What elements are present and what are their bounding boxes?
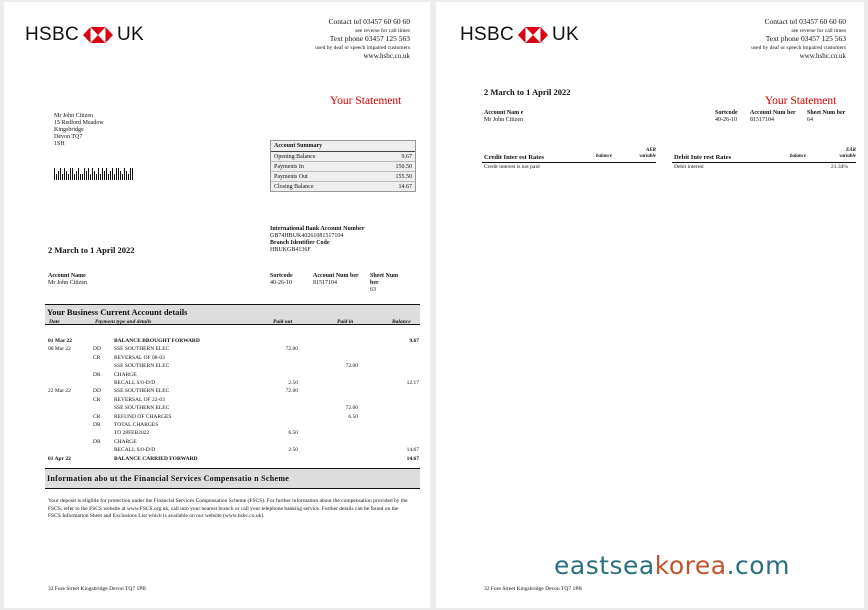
barcode-bar [104, 171, 105, 180]
credit-rates-row: Credit interest is not paid [484, 164, 540, 170]
transaction-list [48, 338, 419, 466]
debit-rates-title: Debit Inte rest Rates [674, 154, 732, 161]
tx-balance: 14.67 [406, 455, 419, 462]
ear-text: EAR [845, 148, 856, 153]
aer-variable-text: variable [639, 153, 656, 159]
sheet-number-block [807, 110, 845, 124]
sheet-number-label: Sheet Num [370, 273, 399, 279]
summary-row [271, 172, 415, 182]
address-line: Mr John Citizen [54, 113, 93, 119]
barcode-bar [130, 168, 131, 180]
barcode-bar [72, 168, 73, 180]
account-number-block [313, 273, 359, 287]
bic-value: HBUKGB4136F [270, 247, 311, 253]
account-number-value: 81517104 [313, 280, 337, 286]
tx-details: REVERSAL OF 22-03 [114, 396, 165, 403]
tx-date: 08 Mar 22 [48, 346, 71, 353]
col-paid-out: Paid out [273, 319, 293, 325]
barcode-bar [92, 168, 93, 180]
iban-value: GB74HBUK40261081517104 [270, 233, 344, 239]
contact-impaired: used by deaf or speech impaired customers [751, 44, 846, 51]
contact-textphone: Text phone 03457 125 563 [329, 34, 410, 43]
customer-address [54, 113, 104, 148]
sortcode-value: 40-26-10 [715, 117, 737, 123]
tx-date: 22 Mar 22 [48, 388, 71, 395]
statement-page-1 [4, 2, 430, 608]
sheet-number-label: Sheet Num ber [807, 110, 846, 116]
summary-value: 155.50 [395, 173, 412, 180]
barcode-bar [78, 168, 79, 180]
tx-paid-out: 2.50 [288, 380, 298, 386]
tx-details: BALANCE BROUGHT FORWARD [114, 338, 200, 344]
transaction-row [48, 447, 419, 455]
contact-textphone: Text phone 03457 125 563 [765, 34, 846, 43]
summary-label: Closing Balance [274, 183, 314, 190]
address-line: 15 Redford Meadow [54, 120, 104, 126]
contact-web: www.hsbc.co.uk [363, 52, 410, 60]
barcode-bar [70, 168, 71, 180]
col-date: Date [49, 319, 60, 325]
barcode-bar [82, 174, 83, 180]
statement-page-2 [436, 2, 864, 608]
business-account-title: Your Business Current Account details [47, 307, 188, 317]
bank-identifiers [270, 226, 365, 254]
account-number-block [750, 110, 796, 124]
tx-details: REFUND OF CHARGES [114, 413, 172, 420]
tx-details: BALANCE CARRIED FORWARD [114, 455, 198, 462]
brand-name: HSBC [460, 24, 514, 45]
transaction-row [48, 380, 419, 388]
col-balance: Balance [392, 319, 411, 325]
account-name-block [484, 110, 523, 124]
statement-period: 2 March to 1 April 2022 [484, 87, 571, 97]
barcode-bar [124, 168, 125, 180]
fscs-header [45, 468, 420, 489]
account-name-label: Account Nam e [484, 110, 524, 116]
contact-reverse: see reverse for call times [791, 27, 846, 34]
summary-label: Payments Out [274, 173, 308, 180]
tx-type: CR [93, 354, 101, 361]
watermark-part-3: .com [726, 551, 790, 580]
barcode-bar [116, 168, 117, 180]
tx-details: RECALL S/0-D/D [114, 447, 156, 454]
contact-reverse: see reverse for call times [355, 27, 410, 34]
brand-name: HSBC [25, 24, 79, 45]
tx-paid-out: 6.50 [288, 430, 298, 437]
barcode-bar [100, 174, 101, 180]
tx-balance: 9.67 [409, 338, 419, 344]
address-line: Kingsbridge [54, 127, 84, 133]
tx-paid-in: 6.50 [348, 413, 358, 420]
account-summary [270, 140, 416, 192]
tx-details: SSE SOUTHERN ELEC [114, 388, 170, 395]
account-name-value: Mr John Citizen [48, 280, 87, 286]
transaction-row [48, 388, 419, 396]
summary-row [271, 152, 415, 162]
sortcode-label: Sortcode [715, 110, 738, 116]
col-paid-in: Paid in [337, 319, 354, 325]
summary-value: 9.67 [401, 153, 412, 160]
tx-type: DR [93, 422, 101, 428]
barcode-bar [110, 171, 111, 180]
sortcode-block [715, 110, 738, 124]
tx-type: DR [93, 371, 101, 378]
barcode-bar [90, 174, 91, 180]
watermark-part-1: eastsea [554, 551, 655, 580]
barcode-bar [60, 168, 61, 180]
address-line: Devon TQ7 [54, 134, 83, 140]
tx-details: SSE SOUTHERN ELEC [114, 363, 170, 370]
summary-value: 14.67 [398, 183, 412, 190]
business-account-header [45, 304, 420, 325]
iban-label: International Bank Account Number [270, 226, 365, 232]
contact-tel: Contact tel 03457 60 60 60 [764, 17, 846, 26]
transaction-row [48, 430, 419, 438]
transaction-row [48, 439, 419, 447]
sheet-number-value: 64 [807, 117, 813, 123]
tx-details: TO 28FEB2022 [114, 430, 150, 437]
account-number-label: Account Num ber [313, 273, 359, 279]
col-type: Payment type and details [95, 319, 152, 325]
contact-web: www.hsbc.co.uk [799, 52, 846, 60]
sortcode-value: 40-26-10 [270, 280, 292, 286]
barcode-bar [102, 168, 103, 180]
account-name-block [48, 273, 87, 287]
barcode-bar [66, 171, 67, 180]
barcode-bar [74, 174, 75, 180]
tx-details: SSE SOUTHERN ELEC [114, 346, 170, 353]
tx-type: CR [93, 413, 101, 420]
summary-row [271, 182, 415, 191]
barcode-bar [54, 168, 55, 180]
tx-details: TOTAL CHARGES [114, 422, 159, 428]
credit-aer-label [639, 148, 656, 159]
page-footer: 32 Fore Street Kingsbridge Devon TQ7 1PB [48, 586, 146, 592]
barcode-bar [126, 171, 127, 180]
transaction-row [48, 397, 419, 405]
tx-details: RECALL S/0-D/D [114, 380, 156, 386]
sheet-number-block [370, 273, 398, 294]
barcode-bar [64, 168, 65, 180]
summary-row [271, 162, 415, 172]
transaction-row [48, 338, 419, 346]
statement-period: 2 March to 1 April 2022 [48, 245, 135, 255]
debit-balance-label: balance [790, 154, 807, 159]
barcode-bar [86, 171, 87, 180]
ear-variable-text: variable [839, 153, 856, 159]
transaction-row [48, 456, 419, 464]
hsbc-logo [25, 24, 144, 46]
account-name-label: Account Name [48, 273, 86, 279]
aer-text: AER [645, 148, 656, 153]
barcode-bar [122, 174, 123, 180]
tx-balance: 12.17 [406, 380, 419, 386]
barcode-bar [108, 174, 109, 180]
sheet-number-label-cont: ber [370, 280, 379, 286]
tx-type: DD [93, 388, 101, 395]
hsbc-hexagon-icon [518, 27, 548, 43]
credit-rates-header [482, 147, 656, 163]
barcode-bar [96, 174, 97, 180]
contact-impaired: used by deaf or speech impaired customers [315, 44, 410, 51]
account-summary-title: Account Summary [271, 141, 415, 152]
barcode-bar [76, 171, 77, 180]
barcode-bar [88, 168, 89, 180]
hsbc-logo [460, 24, 579, 46]
sortcode-label: Sortcode [270, 273, 293, 279]
barcode-bar [118, 168, 119, 180]
tx-paid-out: 2.50 [288, 447, 298, 454]
barcode-bar [112, 168, 113, 180]
watermark-part-2: korea [654, 551, 727, 580]
brand-region: UK [552, 24, 579, 45]
tx-date: 01 Apr 22 [48, 455, 71, 462]
address-line: 1SH [54, 141, 65, 147]
brand-region: UK [117, 24, 144, 45]
barcode-bar [94, 171, 95, 180]
watermark [554, 551, 790, 580]
contact-tel: Contact tel 03457 60 60 60 [328, 17, 410, 26]
tx-type: DD [93, 346, 101, 353]
postal-barcode [54, 168, 133, 180]
hsbc-hexagon-icon [83, 27, 113, 43]
barcode-bar [106, 168, 107, 180]
tx-type: DR [93, 438, 101, 445]
contact-block [751, 18, 846, 61]
summary-label: Opening Balance [274, 153, 316, 160]
barcode-bar [80, 174, 81, 180]
barcode-bar [128, 174, 129, 180]
barcode-bar [84, 168, 85, 180]
transaction-row [48, 414, 419, 422]
debit-rates-row: Debit interest [674, 164, 704, 170]
summary-label: Payments In [274, 163, 304, 170]
debit-ear-label [839, 148, 856, 159]
debit-rates-header [672, 147, 856, 163]
credit-rates-title: Credit Inter est Rates [484, 154, 544, 161]
tx-paid-out: 72.00 [285, 346, 298, 353]
barcode-bar [114, 174, 115, 180]
summary-value: 150.50 [395, 163, 412, 170]
transaction-row [48, 355, 419, 363]
transaction-row [48, 363, 419, 371]
tx-details: REVERSAL OF 08-03 [114, 354, 165, 361]
contact-block [315, 18, 410, 61]
fscs-text: Your deposit is eligible for protection under the Financial Services Compensation Scheme (FSCS). For further information about the compensation provided by the FSCS, refer to the FSCS website at www.FSCS.org.uk, call into your nearest branch or call your telephone banking service. Further details can be found on the FSCS Information Sheet and Exclusions List which is available on our website (www.hsbc.co.uk). [48, 498, 408, 519]
transaction-row [48, 422, 419, 430]
debit-rate-value: 21.34% [831, 164, 848, 170]
barcode-bar [56, 174, 57, 180]
transaction-row [48, 405, 419, 413]
transaction-row [48, 372, 419, 380]
barcode-bar [62, 174, 63, 180]
account-name-value: Mr John Citizen [484, 117, 523, 123]
tx-type: CR [93, 396, 101, 403]
barcode-bar [132, 168, 133, 180]
account-number-value: 81517104 [750, 117, 774, 123]
fscs-title: Information abo ut the Financial Services Compensatio n Scheme [47, 474, 290, 483]
tx-paid-in: 72.00 [345, 405, 358, 412]
sheet-number-value: 63 [370, 287, 376, 293]
tx-details: SSE SOUTHERN ELEC [114, 405, 170, 412]
barcode-bar [120, 171, 121, 180]
tx-balance: 14.67 [406, 447, 419, 454]
sortcode-block [270, 273, 293, 287]
credit-balance-label: balance [596, 154, 613, 159]
tx-paid-out: 72.00 [285, 388, 298, 395]
bic-label: Branch Identifier Code [270, 240, 330, 246]
page-footer: 32 Fore Street Kingsbridge Devon TQ7 1PB [484, 586, 582, 592]
tx-date: 01 Mar 22 [48, 338, 73, 344]
barcode-bar [58, 171, 59, 180]
tx-details: CHARGE [114, 371, 137, 378]
barcode-bar [68, 174, 69, 180]
barcode-bar [98, 168, 99, 180]
transaction-row [48, 346, 419, 354]
account-number-label: Account Num ber [750, 110, 796, 116]
your-statement-title: Your Statement [765, 95, 837, 107]
tx-paid-in: 72.00 [345, 363, 358, 370]
your-statement-title: Your Statement [330, 95, 402, 107]
tx-details: CHARGE [114, 438, 137, 445]
